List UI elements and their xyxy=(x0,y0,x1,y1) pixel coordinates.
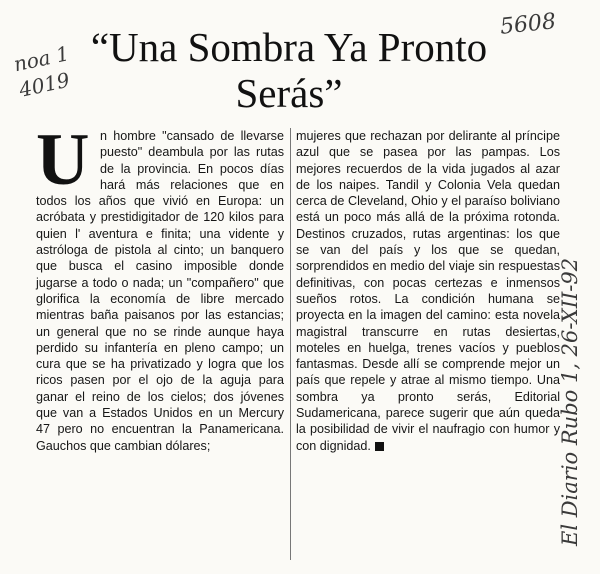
article-title: “Una Sombra Ya Pronto Serás” xyxy=(90,24,488,116)
column-divider xyxy=(290,128,291,560)
article-column-right xyxy=(296,128,560,454)
end-mark-icon xyxy=(375,442,384,451)
handwritten-note-top-left: noa 1 4019 xyxy=(11,41,72,102)
article-text-right: mujeres que rechazan por delirante al príncipe azul que se pasea por las pampas. Los mejores recuerdos de la vida jugados al azar de los naipes. Tandil y Colonia Vela quedan cerca de Cleveland, Ohio y el paraíso boliviano está un poco más allá de la próxima rotonda. Destinos cruzados, rutas argentinas: los que se van del país y los que se quedan, sorprendidos en medio del viaje sin respuestas definitivas, con pocas certezas e inmensos sueños rotos. La condición humana se proyecta en la imagen del camino: esta novela magistral transcurre en rutas desiertas, moteles en huelga, trenes vacíos y pueblos fantasmas. Desde allí se comprende mejor un país que repele y atrae al mismo tiempo. Una sombra ya pronto serás, Editorial Sudamericana, parece sugerir que aún queda la posibilidad de vivir el naufragio con humor y con dignidad. xyxy=(296,129,560,453)
handwritten-source-margin: El Diario Rubo 1, 26-XII-92 xyxy=(558,257,582,546)
drop-cap: U xyxy=(36,119,90,201)
article-column-left xyxy=(36,119,284,454)
handwritten-number-top-right: 5608 xyxy=(498,9,558,40)
article-text-left: n hombre "cansado de llevarse puesto" deambula por las rutas de la provincia. En pocos días hará más relaciones que en todos los años que vivió en Europa: un acróbata y prestidigitador de 120 kilos para quien l' aventura e finita; una vidente y astróloga de pistola al cinto; un banquero que busca el casino imposible donde jugarse a todo o nada; un "compañero" que glorifica la economía de libre mercado mientras baña paisanos por las estancias; un general que no se rinde aunque haya perdido su infantería en pleno campo; un cura que se ha privatizado y logra que los ricos pasen por el ojo de la aguja para ganar el reino de los cielos; dos jóvenes que van a Estados Unidos en un Mercury 47 pero no encuentran la Panamericana. Gauchos que cambian dólares; xyxy=(36,129,284,453)
